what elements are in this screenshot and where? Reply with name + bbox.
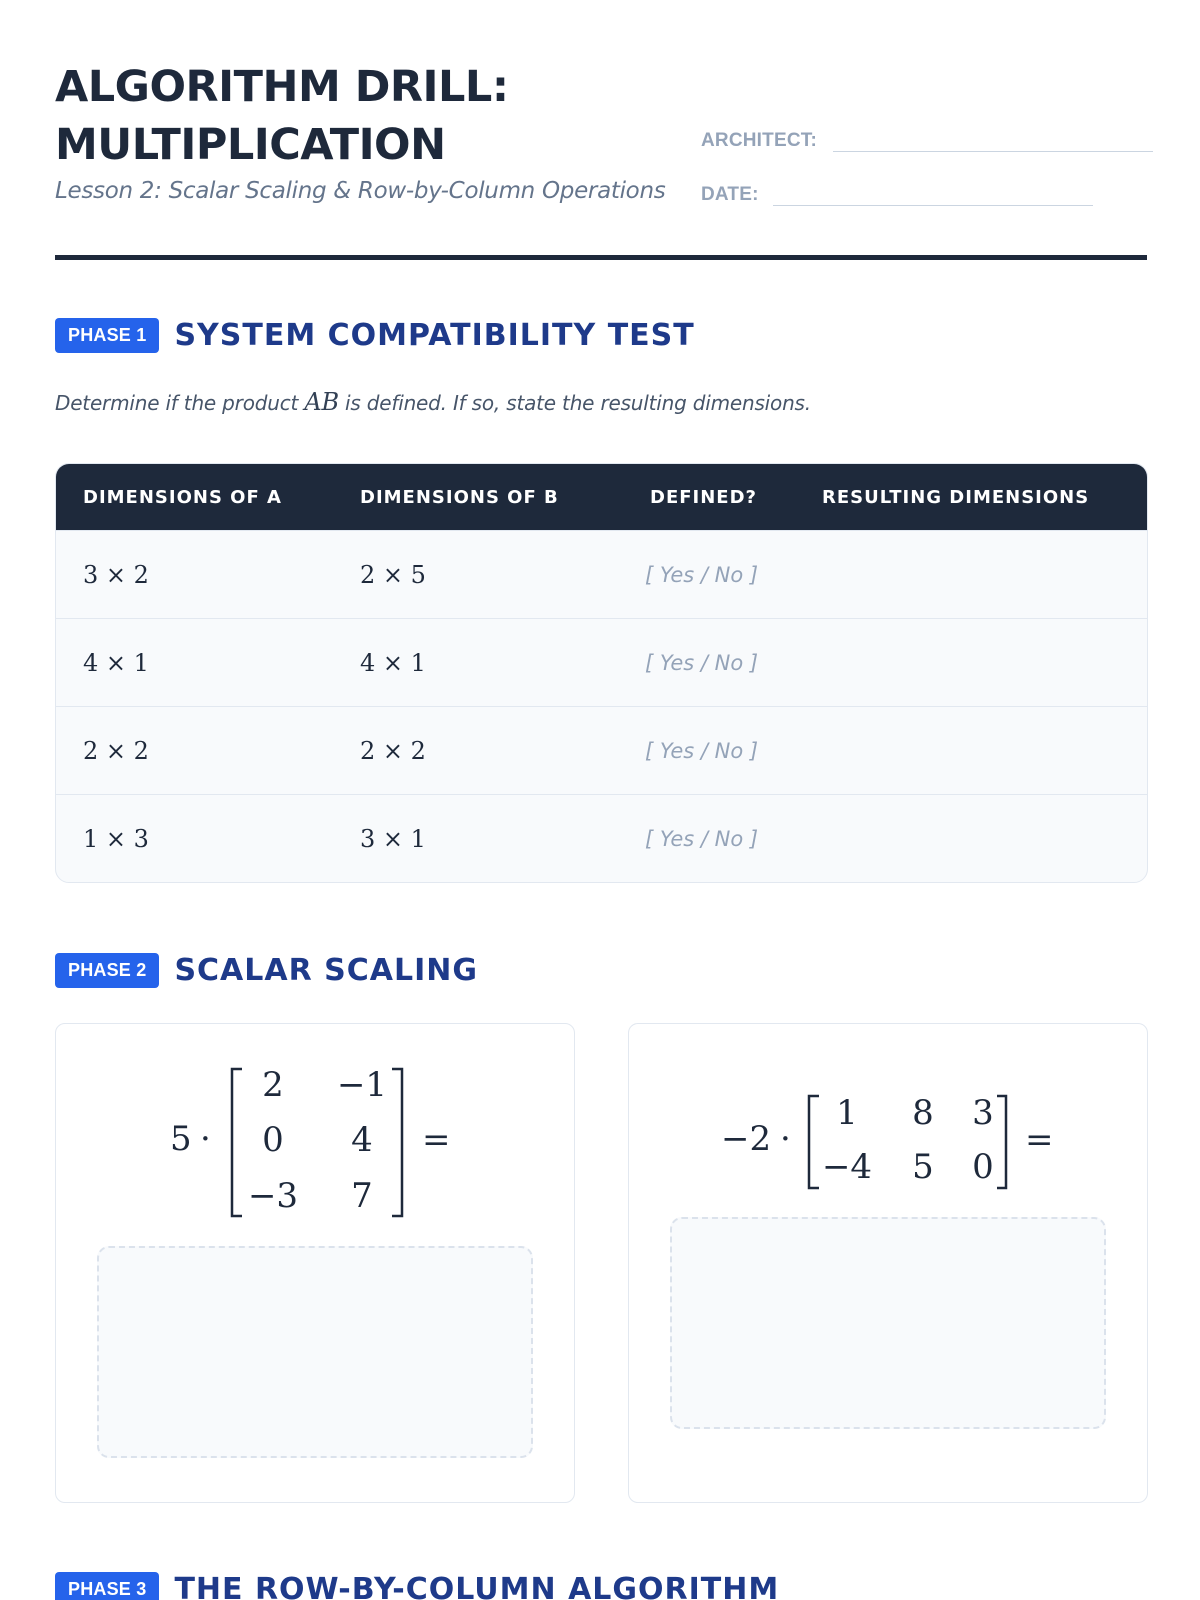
dot-operator-2: · bbox=[780, 1119, 791, 1159]
phase2-badge: PHASE 2 bbox=[55, 953, 159, 988]
dimensions-b-cell: 3 × 1 bbox=[360, 824, 426, 853]
date-input-line[interactable] bbox=[773, 182, 1093, 206]
instruction-text-post: is defined. If so, state the resulting dimensions. bbox=[338, 391, 811, 415]
dimensions-a-cell: 4 × 1 bbox=[83, 648, 149, 677]
dot-operator-1: · bbox=[200, 1119, 211, 1159]
answer-box-1[interactable] bbox=[97, 1246, 533, 1458]
defined-cell[interactable]: [ Yes / No ] bbox=[645, 562, 759, 587]
table-header bbox=[56, 464, 1147, 530]
column-header-b: DIMENSIONS OF B bbox=[360, 486, 559, 508]
title-line-2: MULTIPLICATION bbox=[55, 120, 446, 170]
matrix-cell: 2 bbox=[262, 1065, 284, 1105]
page-subtitle: Lesson 2: Scalar Scaling & Row-by-Column Operations bbox=[55, 178, 666, 204]
matrix-cell: 3 bbox=[972, 1093, 994, 1133]
architect-field bbox=[701, 128, 1153, 152]
dimensions-b-cell: 2 × 5 bbox=[360, 560, 426, 589]
matrix-cell: −1 bbox=[336, 1065, 388, 1105]
matrix-cell: 4 bbox=[351, 1120, 373, 1160]
equals-sign-2: = bbox=[1025, 1120, 1054, 1160]
phase2-title: SCALAR SCALING bbox=[174, 953, 479, 988]
dimensions-a-cell: 3 × 2 bbox=[83, 560, 149, 589]
dimensions-a-cell: 2 × 2 bbox=[83, 736, 149, 765]
column-header-defined: DEFINED? bbox=[650, 486, 757, 508]
instruction-text-pre: Determine if the product bbox=[55, 391, 305, 415]
left-bracket-1 bbox=[232, 1069, 242, 1216]
equals-sign-1: = bbox=[422, 1120, 451, 1160]
matrix-cell: 1 bbox=[836, 1093, 858, 1133]
scalar-problem-1-card bbox=[55, 1023, 575, 1503]
table-row bbox=[56, 618, 1147, 706]
defined-cell[interactable]: [ Yes / No ] bbox=[645, 738, 759, 763]
matrix-cell: 7 bbox=[351, 1176, 373, 1216]
phase1-badge: PHASE 1 bbox=[55, 318, 159, 353]
date-field bbox=[701, 182, 1093, 206]
phase2-heading bbox=[55, 953, 478, 988]
date-label: DATE: bbox=[701, 184, 759, 205]
phase3-badge: PHASE 3 bbox=[55, 1572, 159, 1600]
answer-box-2[interactable] bbox=[670, 1217, 1106, 1429]
matrix-cell: 8 bbox=[912, 1093, 934, 1133]
matrix-cell: 0 bbox=[972, 1147, 994, 1187]
matrix-cell: −3 bbox=[247, 1176, 299, 1216]
page-title bbox=[55, 58, 1147, 174]
table-row bbox=[56, 794, 1147, 882]
matrix-cell: 5 bbox=[912, 1147, 934, 1187]
dimensions-b-cell: 2 × 2 bbox=[360, 736, 426, 765]
compatibility-table bbox=[55, 463, 1148, 883]
phase3-title: THE ROW-BY-COLUMN ALGORITHM bbox=[174, 1572, 780, 1600]
architect-label: ARCHITECT: bbox=[701, 130, 817, 151]
phase1-heading bbox=[55, 318, 695, 353]
left-bracket-2 bbox=[809, 1096, 819, 1188]
phase1-instruction bbox=[55, 388, 811, 416]
worksheet-header bbox=[55, 58, 1147, 260]
instruction-math: AB bbox=[304, 388, 339, 416]
right-bracket-2 bbox=[997, 1096, 1006, 1188]
scalar-problem-2-card bbox=[628, 1023, 1148, 1503]
matrix-cell: 0 bbox=[262, 1120, 284, 1160]
dimensions-b-cell: 4 × 1 bbox=[360, 648, 426, 677]
matrix-cell: −4 bbox=[821, 1147, 873, 1187]
right-bracket-1 bbox=[392, 1069, 402, 1216]
table-row bbox=[56, 706, 1147, 794]
phase1-title: SYSTEM COMPATIBILITY TEST bbox=[174, 318, 695, 353]
defined-cell[interactable]: [ Yes / No ] bbox=[645, 650, 759, 675]
scalar-problem-1-expression bbox=[56, 1024, 576, 1234]
phase3-heading bbox=[55, 1572, 779, 1600]
defined-cell[interactable]: [ Yes / No ] bbox=[645, 826, 759, 851]
scalar-1: 5 bbox=[170, 1119, 192, 1159]
title-line-1: ALGORITHM DRILL: bbox=[55, 62, 509, 112]
scalar-problem-2-expression bbox=[629, 1024, 1149, 1214]
dimensions-a-cell: 1 × 3 bbox=[83, 824, 149, 853]
column-header-a: DIMENSIONS OF A bbox=[83, 486, 282, 508]
architect-input-line[interactable] bbox=[833, 128, 1153, 152]
scalar-2: −2 bbox=[721, 1119, 772, 1159]
column-header-result: RESULTING DIMENSIONS bbox=[822, 486, 1090, 508]
table-row bbox=[56, 530, 1147, 618]
